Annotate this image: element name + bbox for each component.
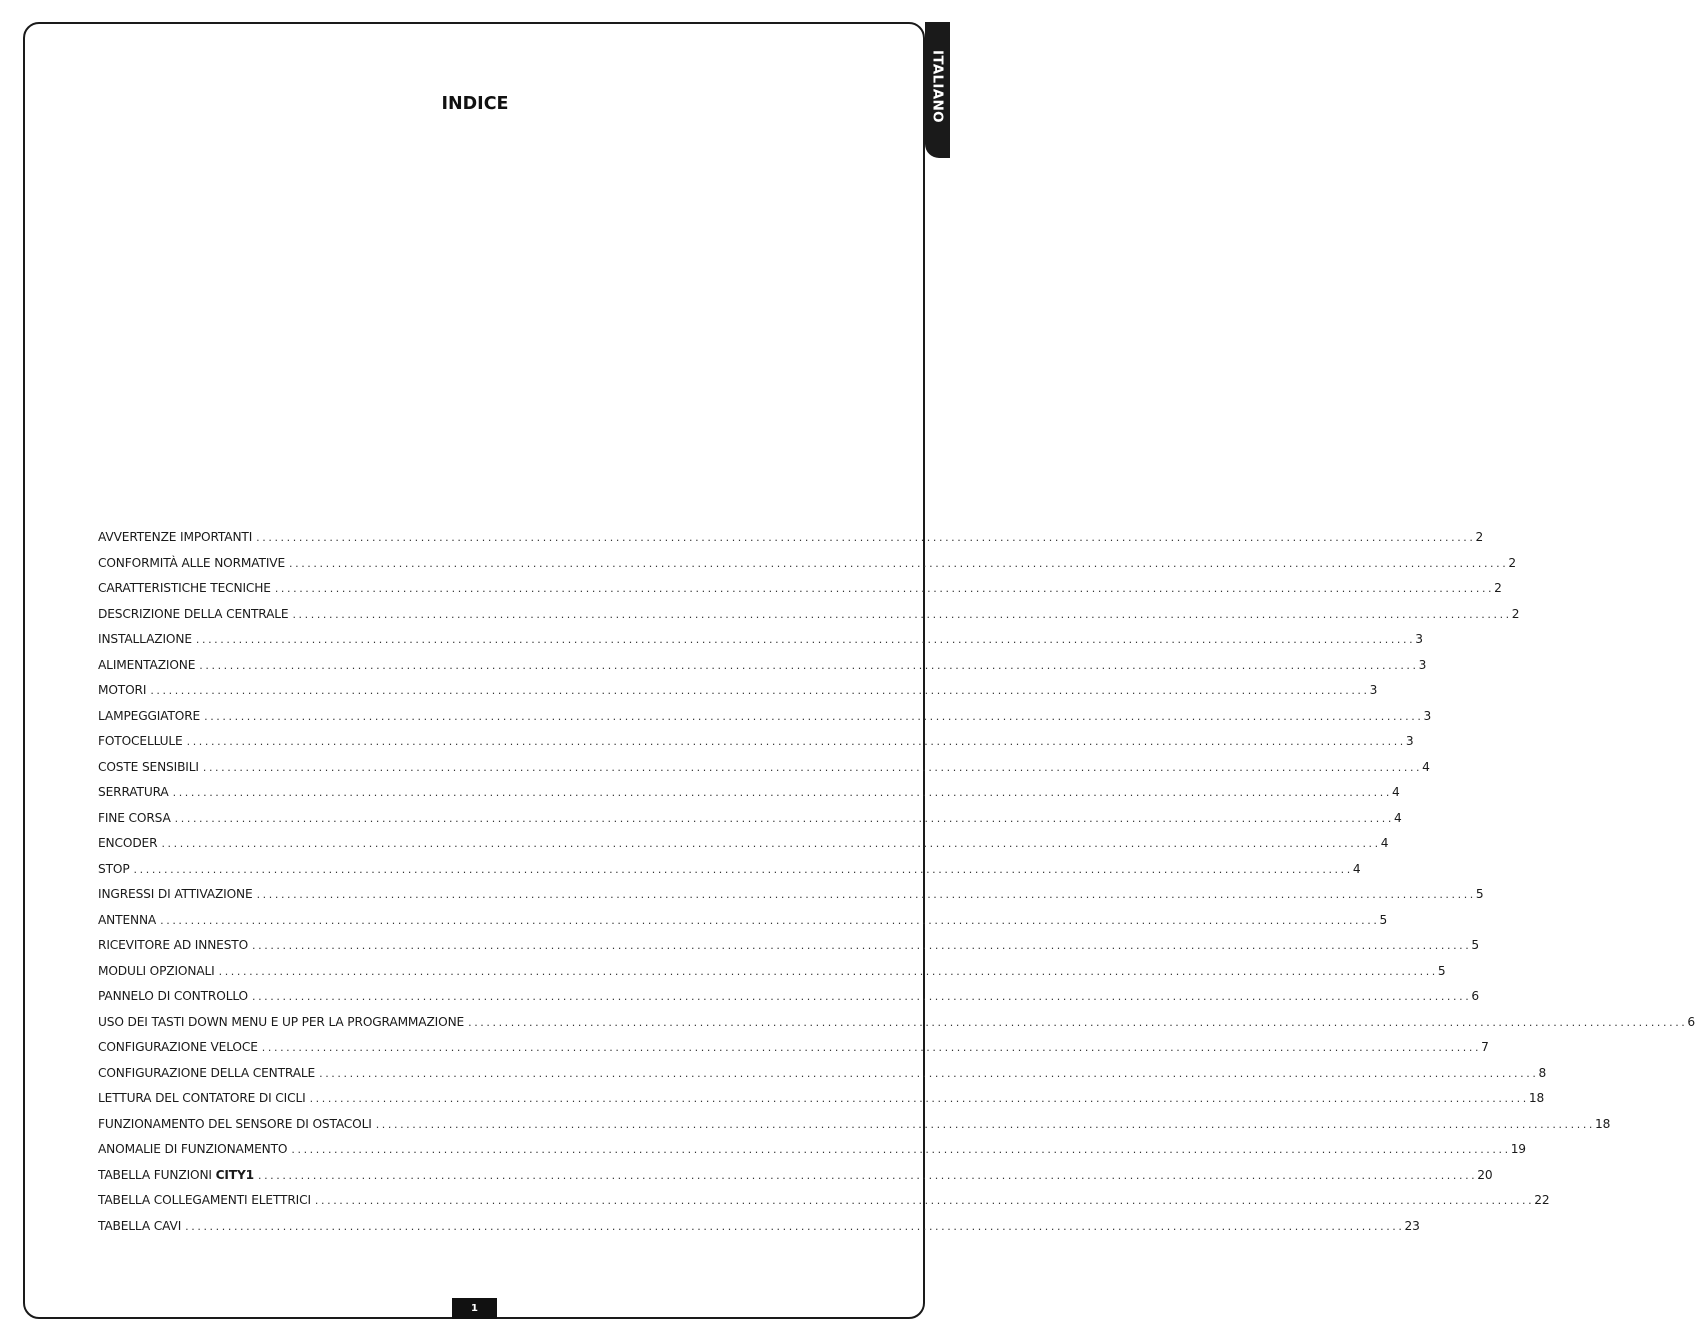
toc-entry[interactable] xyxy=(98,810,1402,837)
toc-entry[interactable] xyxy=(98,581,1502,607)
dot-leader: ........................................................................................................................................................................................................ xyxy=(204,709,1424,723)
dot-leader: ........................................................................................................................................................................................................ xyxy=(291,1143,1511,1156)
dot-leader: ........................................................................................................................................................................................................ xyxy=(161,837,1381,850)
toc-entry[interactable] xyxy=(98,938,1479,964)
dot-leader: ........................................................................................................................................................................................................ xyxy=(172,786,1392,799)
dot-leader: ........................................................................................................................................................................................................ xyxy=(314,1194,1535,1207)
toc-entry[interactable] xyxy=(98,989,1479,1015)
toc-entry-page: 3 xyxy=(1369,683,1378,697)
toc-entry[interactable] xyxy=(98,1218,1420,1245)
toc-entry-label: CARATTERISTICHE TECNICHE xyxy=(98,581,271,595)
toc-entry-label: SERRATURA xyxy=(98,785,169,799)
toc-entry[interactable] xyxy=(98,1040,1489,1066)
dot-leader: ........................................................................................................................................................................................................ xyxy=(468,1015,1688,1029)
toc-entry-label: ANOMALIE DI FUNZIONAMENTO xyxy=(98,1142,288,1156)
toc-entry[interactable] xyxy=(98,1065,1547,1092)
dot-leader: ........................................................................................................................................................................................................ xyxy=(160,913,1380,927)
toc-entry[interactable] xyxy=(98,657,1427,684)
toc-entry[interactable] xyxy=(98,606,1520,633)
dot-leader: ........................................................................................................................................................................................................ xyxy=(251,990,1472,1003)
toc-entry-label: STOP xyxy=(98,861,130,876)
toc-entry-label: ALIMENTAZIONE xyxy=(98,657,196,672)
toc-entry-page: 4 xyxy=(1394,810,1402,825)
dot-leader: ........................................................................................................................................................................................................ xyxy=(289,556,1509,570)
toc-entry-page: 19 xyxy=(1510,1142,1526,1156)
toc-entry-page: 18 xyxy=(1528,1091,1545,1105)
toc-entry[interactable] xyxy=(98,734,1414,760)
toc-entry[interactable] xyxy=(98,555,1516,582)
toc-entry-label: AVVERTENZE IMPORTANTI xyxy=(98,530,253,544)
toc-entry[interactable] xyxy=(98,759,1430,786)
toc-entry-model-name: CITY1 xyxy=(215,1167,254,1182)
toc-entry-label: INSTALLAZIONE xyxy=(98,632,192,646)
dot-leader: ........................................................................................................................................................................................................ xyxy=(150,684,1370,697)
toc-entry[interactable] xyxy=(98,530,1484,556)
dot-leader: ........................................................................................................................................................................................................ xyxy=(133,862,1353,876)
dot-leader: ........................................................................................................................................................................................................ xyxy=(185,1219,1405,1233)
dot-leader: ........................................................................................................................................................................................................ xyxy=(199,658,1419,672)
toc-entry-label: MOTORI xyxy=(98,683,147,697)
toc-entry-label: CONFIGURAZIONE VELOCE xyxy=(98,1040,258,1054)
dot-leader: ........................................................................................................................................................................................................ xyxy=(309,1092,1529,1105)
dot-leader: ........................................................................................................................................................................................................ xyxy=(319,1066,1539,1080)
dot-leader: ........................................................................................................................................................................................................ xyxy=(375,1117,1596,1131)
toc-entry-page: 3 xyxy=(1415,632,1423,646)
toc-entry-page: 4 xyxy=(1380,836,1389,850)
toc-entry-page: 7 xyxy=(1481,1040,1489,1054)
dot-leader: ........................................................................................................................................................................................................ xyxy=(257,1168,1478,1182)
dot-leader: ........................................................................................................................................................................................................ xyxy=(174,811,1394,825)
toc-entry[interactable] xyxy=(98,1116,1611,1143)
language-tab[interactable] xyxy=(925,22,950,158)
table-of-contents xyxy=(98,530,1695,1244)
dot-leader: ........................................................................................................................................................................................................ xyxy=(186,735,1406,748)
toc-entry-page: 3 xyxy=(1418,657,1427,672)
toc-entry-label: FOTOCELLULE xyxy=(98,734,183,748)
dot-leader: ........................................................................................................................................................................................................ xyxy=(202,760,1423,774)
toc-entry[interactable] xyxy=(98,632,1423,658)
toc-entry[interactable] xyxy=(98,836,1389,862)
toc-entry-page: 5 xyxy=(1379,912,1388,927)
toc-entry-page: 4 xyxy=(1352,861,1361,876)
toc-entry-page: 3 xyxy=(1405,734,1414,748)
toc-entry-label: DESCRIZIONE DELLA CENTRALE xyxy=(98,606,289,621)
toc-entry-page: 23 xyxy=(1404,1218,1420,1233)
toc-entry-label: USO DEI TASTI DOWN MENU E UP PER LA PROGRAMMAZIONE xyxy=(98,1014,465,1029)
toc-entry[interactable] xyxy=(98,1193,1550,1219)
toc-entry[interactable] xyxy=(98,887,1484,913)
dot-leader: ........................................................................................................................................................................................................ xyxy=(256,531,1476,544)
toc-entry-page: 8 xyxy=(1538,1065,1547,1080)
toc-entry-page: 4 xyxy=(1391,785,1400,799)
toc-entry-label: FUNZIONAMENTO DEL SENSORE DI OSTACOLI xyxy=(98,1116,372,1131)
toc-entry-page: 2 xyxy=(1511,606,1520,621)
toc-entry[interactable] xyxy=(98,1167,1493,1194)
toc-entry[interactable] xyxy=(98,861,1361,888)
toc-entry-page: 6 xyxy=(1471,989,1479,1003)
toc-entry[interactable] xyxy=(98,1142,1526,1168)
toc-entry-page: 2 xyxy=(1475,530,1484,544)
toc-entry-page: 18 xyxy=(1595,1116,1611,1131)
toc-entry[interactable] xyxy=(98,785,1400,811)
toc-entry[interactable] xyxy=(98,912,1388,939)
dot-leader: ........................................................................................................................................................................................................ xyxy=(274,582,1495,595)
dot-leader: ........................................................................................................................................................................................................ xyxy=(252,939,1472,952)
toc-entry[interactable] xyxy=(98,1091,1545,1117)
toc-entry[interactable] xyxy=(98,963,1446,990)
toc-entry-label: LETTURA DEL CONTATORE DI CICLI xyxy=(98,1091,306,1105)
dot-leader: ........................................................................................................................................................................................................ xyxy=(261,1041,1482,1054)
toc-entry[interactable] xyxy=(98,1014,1695,1041)
toc-entry-label: TABELLA COLLEGAMENTI ELETTRICI xyxy=(98,1193,311,1207)
toc-entry-label: ENCODER xyxy=(98,836,158,850)
toc-entry-label: MODULI OPZIONALI xyxy=(98,963,215,978)
toc-entry-page: 3 xyxy=(1423,708,1432,723)
dot-leader: ........................................................................................................................................................................................................ xyxy=(218,964,1438,978)
toc-entry-page: 2 xyxy=(1508,555,1516,570)
page-number: 1 xyxy=(452,1298,497,1319)
toc-entry[interactable] xyxy=(98,683,1378,709)
toc-entry-label: TABELLA FUNZIONI CITY1 xyxy=(98,1167,254,1182)
page-title: INDICE xyxy=(441,94,509,114)
toc-entry-label: TABELLA CAVI xyxy=(98,1218,182,1233)
toc-entry-page: 5 xyxy=(1475,887,1484,901)
toc-entry-label: ANTENNA xyxy=(98,912,157,927)
toc-entry-page: 6 xyxy=(1687,1014,1695,1029)
toc-entry-label: CONFORMITÀ ALLE NORMATIVE xyxy=(98,555,286,570)
toc-entry-page: 22 xyxy=(1534,1193,1550,1207)
toc-entry-label: CONFIGURAZIONE DELLA CENTRALE xyxy=(98,1065,316,1080)
toc-entry-page: 20 xyxy=(1477,1167,1493,1182)
language-tab-label: ITALIANO xyxy=(929,50,946,123)
toc-entry-label: PANNELO DI CONTROLLO xyxy=(98,989,248,1003)
dot-leader: ........................................................................................................................................................................................................ xyxy=(195,633,1416,646)
toc-entry-page: 5 xyxy=(1471,938,1479,952)
toc-entry-page: 4 xyxy=(1422,759,1430,774)
dot-leader: ........................................................................................................................................................................................................ xyxy=(256,888,1476,901)
toc-entry-label: COSTE SENSIBILI xyxy=(98,759,199,774)
toc-entry-label: LAMPEGGIATORE xyxy=(98,708,201,723)
toc-entry-label: RICEVITORE AD INNESTO xyxy=(98,938,249,952)
toc-entry-page: 2 xyxy=(1494,581,1502,595)
dot-leader: ........................................................................................................................................................................................................ xyxy=(292,607,1512,621)
toc-entry-label: INGRESSI DI ATTIVAZIONE xyxy=(98,887,253,901)
toc-entry[interactable] xyxy=(98,708,1432,735)
toc-entry-label: FINE CORSA xyxy=(98,810,171,825)
toc-entry-page: 5 xyxy=(1437,963,1446,978)
